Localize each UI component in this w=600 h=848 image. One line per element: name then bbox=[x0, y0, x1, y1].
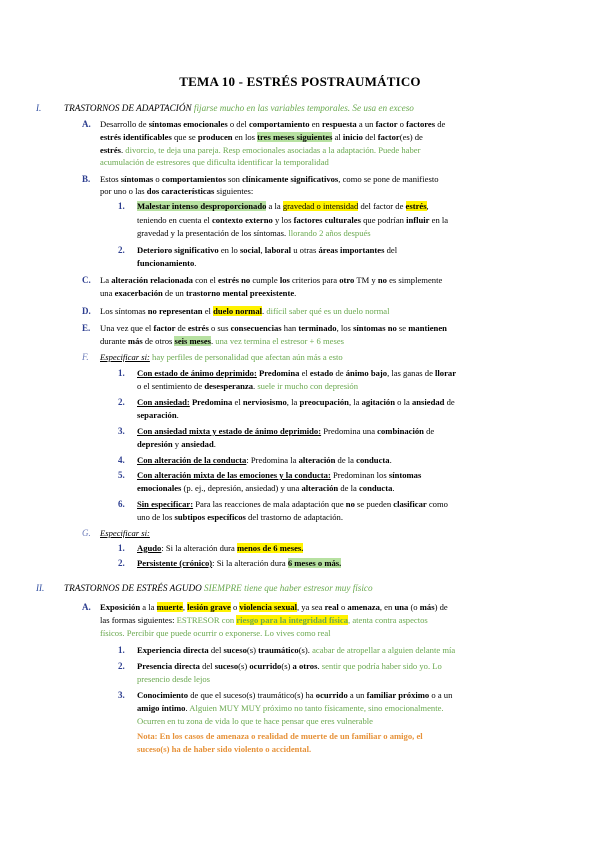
text-line: uno de los subtipos específicos del trastorno de adaptación. bbox=[137, 512, 343, 522]
text-line: Experiencia directa del suceso(s) traumático(s). acabar de atropellar a alguien delante mía bbox=[137, 645, 456, 655]
list-marker: A. bbox=[82, 119, 91, 129]
text-line: Especificar si: hay perfiles de personalidad que afectan aún más a esto bbox=[100, 352, 343, 362]
text-line: Sin especificar: Para las reacciones de mala adaptación que no se pueden clasificar como bbox=[137, 499, 448, 509]
text-line: separación. bbox=[137, 410, 179, 420]
text-line: acumulación de estresores que dificulta identificar la temporalidad bbox=[100, 157, 329, 167]
list-marker: 1. bbox=[118, 645, 125, 655]
list-marker: 5. bbox=[118, 470, 125, 480]
list-marker: 6. bbox=[118, 499, 125, 509]
text-line: depresión y ansiedad. bbox=[137, 439, 216, 449]
text-line: Conocimiento de que el suceso(s) traumático(s) ha ocurrido a un familiar próximo o a un bbox=[137, 690, 453, 700]
text-line: Con alteración mixta de las emociones y la conducta: Predominan los síntomas bbox=[137, 470, 422, 480]
text-line: durante más de otros seis meses. una vez termina el estresor + 6 meses bbox=[100, 336, 344, 346]
text-line: Persistente (crónico): Si la alteración dura 6 meses o más. bbox=[137, 558, 342, 568]
text-line: amigo íntimo. Alguien MUY MUY próximo no tanto físicamente, sino emocionalmente. bbox=[137, 703, 444, 713]
text-line: estrés identificables que se producen en los tres meses siguientes al inicio del factor(es) de bbox=[100, 132, 423, 142]
text-line: físicos. Percibir que puede ocurrir o exponerse. Lo vives como real bbox=[100, 628, 331, 638]
text-line: Nota: En los casos de amenaza o realidad de muerte de un familiar o amigo, el bbox=[137, 731, 423, 741]
text-line: Ocurren en tu zona de vida lo que te hace pensar que eres vulnerable bbox=[137, 716, 373, 726]
list-marker: 1. bbox=[118, 368, 125, 378]
text-line: Agudo: Si la alteración dura menos de 6 meses. bbox=[137, 543, 304, 553]
list-marker: F. bbox=[82, 352, 89, 362]
list-marker: I. bbox=[36, 103, 42, 113]
text-line: La alteración relacionada con el estrés no cumple los criterios para otro TM y no es simplemente bbox=[100, 275, 443, 285]
list-marker: C. bbox=[82, 275, 91, 285]
text-line: emocionales (p. ej., depresión, ansiedad) y una alteración de la conducta. bbox=[137, 483, 395, 493]
list-marker: 1. bbox=[118, 201, 125, 211]
text-line: suceso(s) ha de haber sido violento o accidental. bbox=[137, 744, 312, 754]
list-marker: B. bbox=[82, 174, 91, 184]
list-marker: 2. bbox=[118, 661, 125, 671]
text-line: Malestar intenso desproporcionado a la gravedad o intensidad del factor de estrés, bbox=[137, 201, 429, 211]
text-line: Estos síntomas o comportamientos son clínicamente significativos, como se pone de manifiesto bbox=[100, 174, 439, 184]
text-line: Con alteración de la conducta: Predomina la alteración de la conducta. bbox=[137, 455, 392, 465]
list-marker: 2. bbox=[118, 558, 125, 568]
text-line: Desarrollo de síntomas emocionales o del comportamiento en respuesta a un factor o factores de bbox=[100, 119, 446, 129]
text-line: o el sentimiento de desesperanza. suele ir mucho con depresión bbox=[137, 381, 359, 391]
list-marker: 3. bbox=[118, 426, 125, 436]
list-marker: A. bbox=[82, 602, 91, 612]
list-marker: II. bbox=[36, 583, 45, 593]
list-marker: 2. bbox=[118, 397, 125, 407]
text-line: Deterioro significativo en lo social, laboral u otras áreas importantes del bbox=[137, 245, 398, 255]
text-line: por uno o las dos características siguientes: bbox=[100, 186, 254, 196]
list-marker: D. bbox=[82, 306, 91, 316]
text-line: Con ansiedad: Predomina el nerviosismo, la preocupación, la agitación o la ansiedad de bbox=[137, 397, 455, 407]
text-line: estrés. divorcio, te deja una pareja. Resp emocionales asociadas a la adaptación. Puede haber bbox=[100, 145, 421, 155]
list-marker: 1. bbox=[118, 543, 125, 553]
text-line: Exposición a la muerte, lesión grave o violencia sexual, ya sea real o amenaza, en una (o más) de bbox=[100, 602, 448, 612]
text-line: TRASTORNOS DE ADAPTACIÓN fijarse mucho en las variables temporales. Se usa en exceso bbox=[64, 103, 414, 113]
text-line: Una vez que el factor de estrés o sus consecuencias han terminado, los síntomas no se mantienen bbox=[100, 323, 447, 333]
text-line: gravedad y la presentación de los síntomas. llorando 2 años después bbox=[137, 228, 371, 238]
text-line: Presencia directa del suceso(s) ocurrido(s) a otros. sentir que podría haber sido yo. Lo bbox=[137, 661, 442, 671]
list-marker: 2. bbox=[118, 245, 125, 255]
list-marker: 4. bbox=[118, 455, 125, 465]
page-title: TEMA 10 - ESTRÉS POSTRAUMÁTICO bbox=[179, 74, 421, 89]
list-marker: E. bbox=[82, 323, 91, 333]
list-marker: 3. bbox=[118, 690, 125, 700]
text-line: Los síntomas no representan el duelo normal. difícil saber qué es un duelo normal bbox=[100, 306, 390, 316]
text-line: teniendo en cuenta el contexto externo y los factores culturales que podrían influir en la bbox=[137, 215, 449, 225]
text-line: Especificar si: bbox=[100, 528, 150, 538]
text-line: TRASTORNOS DE ESTRÉS AGUDO SIEMPRE tiene que haber estresor muy físico bbox=[64, 583, 373, 593]
text-line: una exacerbación de un trastorno mental preexistente. bbox=[100, 288, 297, 298]
text-line: Con estado de ánimo deprimido: Predomina el estado de ánimo bajo, las ganas de llorar bbox=[137, 368, 457, 378]
text-line: funcionamiento. bbox=[137, 258, 197, 268]
text-line: presencio desde lejos bbox=[137, 674, 211, 684]
list-marker: G. bbox=[82, 528, 91, 538]
text-line: Con ansiedad mixta y estado de ánimo deprimido: Predomina una combinación de bbox=[137, 426, 435, 436]
text-line: las formas siguientes: ESTRESOR con riesgo para la integridad física, atenta contra aspectos bbox=[100, 615, 428, 625]
